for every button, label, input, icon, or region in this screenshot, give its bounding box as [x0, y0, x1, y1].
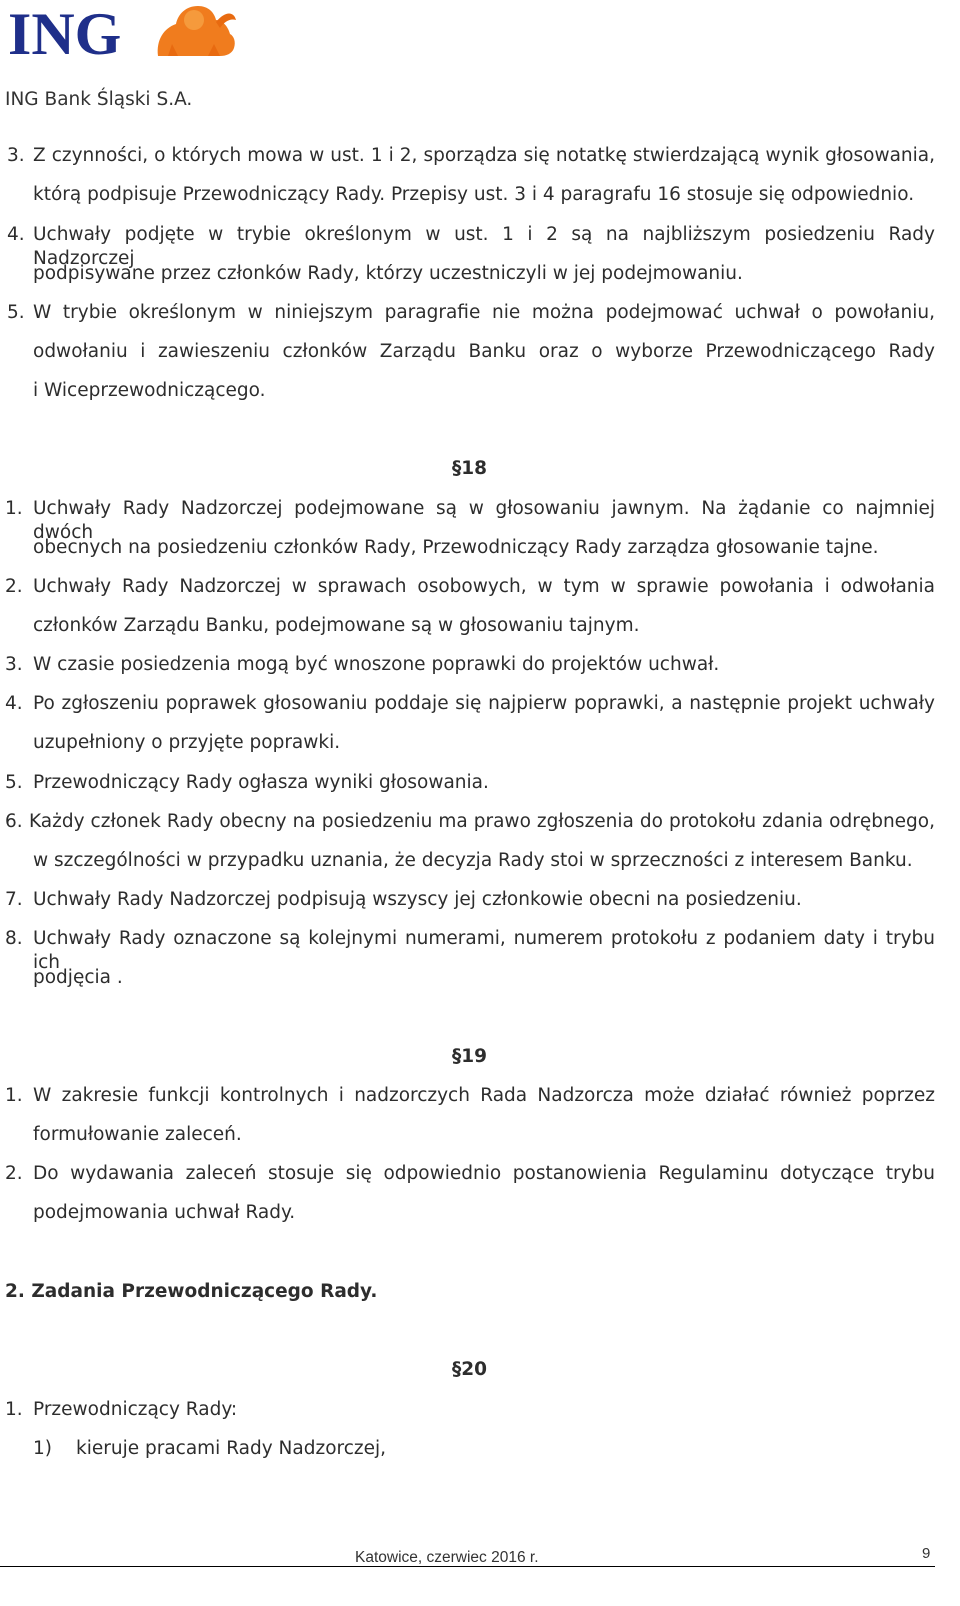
- paragraph-line: którą podpisuje Przewodniczący Rady. Przepisy ust. 3 i 4 paragrafu 16 stosuje się odpowiednio.: [33, 184, 915, 205]
- section-heading-20: §20: [452, 1359, 487, 1380]
- item-number: 2.: [5, 1163, 23, 1184]
- item-number: 3.: [7, 145, 25, 166]
- section-heading-19: §19: [452, 1046, 487, 1067]
- paragraph-line: Uchwały Rady Nadzorczej podpisują wszyscy jej członkowie obecni na posiedzeniu.: [33, 889, 802, 910]
- item-number: 4.: [5, 693, 23, 714]
- paragraph-line: odwołaniu i zawieszeniu członków Zarządu Banku oraz o wyborze Przewodniczącego Rady: [33, 341, 935, 362]
- bank-name: ING Bank Śląski S.A.: [5, 89, 193, 110]
- page-number: 9: [922, 1545, 931, 1562]
- item-number: 7.: [5, 889, 23, 910]
- paragraph-line: Przewodniczący Rady ogłasza wyniki głosowania.: [33, 772, 489, 793]
- paragraph-line: obecnych na posiedzeniu członków Rady, Przewodniczący Rady zarządza głosowanie tajne.: [33, 537, 879, 558]
- item-number: 1.: [5, 1399, 23, 1420]
- item-number: 8.: [5, 928, 23, 949]
- paragraph-line: W czasie posiedzenia mogą być wnoszone poprawki do projektów uchwał.: [33, 654, 720, 675]
- paragraph-line: formułowanie zaleceń.: [33, 1124, 242, 1145]
- item-number: 1.: [5, 498, 23, 519]
- paragraph-line: i Wiceprzewodniczącego.: [33, 380, 266, 401]
- ing-logo: [8, 0, 238, 62]
- paragraph-line: w szczególności w przypadku uznania, że decyzja Rady stoi w sprzeczności z interesem Banku.: [33, 850, 913, 871]
- item-number: 3.: [5, 654, 23, 675]
- item-number: 5.: [7, 302, 25, 323]
- footer-place-date: Katowice, czerwiec 2016 r.: [355, 1549, 539, 1566]
- paragraph-line: Przewodniczący Rady:: [33, 1399, 238, 1420]
- paragraph-line: podjęcia .: [33, 967, 123, 988]
- paragraph-line: W trybie określonym w niniejszym paragrafie nie można podejmować uchwał o powołaniu,: [33, 302, 935, 323]
- paragraph-line: Do wydawania zaleceń stosuje się odpowiednio postanowienia Regulaminu dotyczące trybu: [33, 1163, 935, 1184]
- section-heading-18: §18: [452, 458, 487, 479]
- chapter-heading: 2. Zadania Przewodniczącego Rady.: [5, 1281, 378, 1302]
- item-number: 6.: [5, 811, 23, 832]
- paragraph-line: Uchwały Rady oznaczone są kolejnymi numerami, numerem protokołu z podaniem daty i trybu ich: [33, 928, 935, 973]
- logo-wordmark: ING: [8, 1, 122, 62]
- paragraph-line: Uchwały podjęte w trybie określonym w ust. 1 i 2 są na najbliższym posiedzeniu Rady Nadzorczej: [33, 224, 935, 269]
- item-number: 2.: [5, 576, 23, 597]
- item-number: 5.: [5, 772, 23, 793]
- sub-item-number: 1): [33, 1438, 52, 1459]
- paragraph-line: Po zgłoszeniu poprawek głosowaniu poddaje się najpierw poprawki, a następnie projekt uchwały: [33, 693, 935, 714]
- paragraph-line: W zakresie funkcji kontrolnych i nadzorczych Rada Nadzorcza może działać również poprzez: [33, 1085, 935, 1106]
- paragraph-line: uzupełniony o przyjęte poprawki.: [33, 732, 341, 753]
- paragraph-line: Uchwały Rady Nadzorczej w sprawach osobowych, w tym w sprawie powołania i odwołania: [33, 576, 935, 597]
- lion-icon: [158, 6, 236, 56]
- paragraph-line: Każdy członek Rady obecny na posiedzeniu ma prawo zgłoszenia do protokołu zdania odrębnego,: [29, 811, 935, 832]
- paragraph-line: członków Zarządu Banku, podejmowane są w głosowaniu tajnym.: [33, 615, 640, 636]
- paragraph-line: Z czynności, o których mowa w ust. 1 i 2, sporządza się notatkę stwierdzającą wynik głosowania,: [33, 145, 935, 166]
- paragraph-line: Uchwały Rady Nadzorczej podejmowane są w głosowaniu jawnym. Na żądanie co najmniej dwóch: [33, 498, 935, 543]
- paragraph-line: kieruje pracami Rady Nadzorczej,: [76, 1438, 386, 1459]
- item-number: 1.: [5, 1085, 23, 1106]
- paragraph-line: podejmowania uchwał Rady.: [33, 1202, 296, 1223]
- paragraph-line: podpisywane przez członków Rady, którzy uczestniczyli w jej podejmowaniu.: [33, 263, 743, 284]
- item-number: 4.: [7, 224, 25, 245]
- footer-rule: [0, 1566, 935, 1567]
